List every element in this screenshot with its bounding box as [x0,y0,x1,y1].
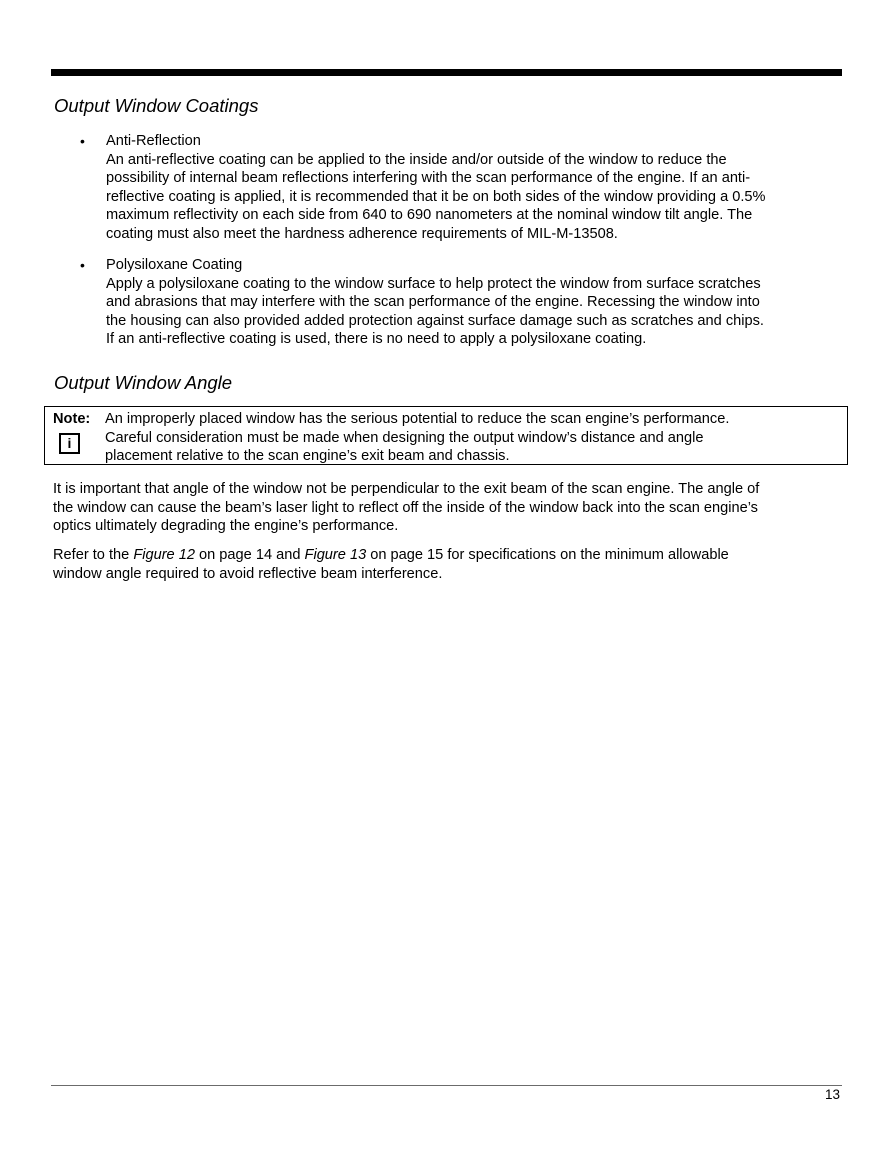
bullet-text-line: possibility of internal beam reflections interfering with the scan performance of the engine. If an anti- [106,170,751,186]
note-text-line: Careful consideration must be made when designing the output window’s distance and angle [105,429,704,446]
note-text-line: An improperly placed window has the serious potential to reduce the scan engine’s performance. [105,411,730,427]
bullet-text-line: An anti-reflective coating can be applied to the inside and/or outside of the window to reduce the [106,151,727,168]
paragraph-line: window angle required to avoid reflective beam interference. [53,565,443,582]
text-run: on page 15 for specifications on the minimum allowable [366,547,729,563]
figure-12-link: Figure 12 [133,547,195,563]
page-number: 13 [824,1087,840,1102]
bullet-icon: • [80,133,85,149]
paragraph-line: It is important that angle of the window not be perpendicular to the exit beam of the scan engine. The angle of [53,481,760,497]
bullet-text-line: reflective coating is applied, it is recommended that it be on both sides of the window providing a 0.5% [106,188,766,205]
note-box [44,406,848,465]
top-rule [51,69,842,76]
bullet-text-line: the housing can also provided added protection against surface damage such as scratches and chips. [106,312,764,329]
paragraph-line: optics ultimately degrading the engine’s performance. [53,518,399,534]
note-label: Note: [53,411,91,427]
bullet-text-line: If an anti-reflective coating is used, there is no need to apply a polysiloxane coating. [106,331,647,347]
bullet-text-line: and abrasions that may interfere with the scan performance of the engine. Recessing the window into [106,294,760,310]
section-heading-angle: Output Window Angle [54,372,233,393]
bullet-text-line: Apply a polysiloxane coating to the window surface to help protect the window from surface scratches [106,275,761,292]
bullet-text-line: maximum reflectivity on each side from 640 to 690 nanometers at the nominal window tilt angle. The [106,207,753,223]
bullet-icon: • [80,257,85,273]
section-heading-coatings: Output Window Coatings [54,95,259,116]
note-text-line: placement relative to the scan engine’s exit beam and chassis. [105,448,510,464]
bullet-text-line: coating must also meet the hardness adherence requirements of MIL-M-13508. [106,225,618,242]
text-run: Refer to the [53,547,134,563]
text-run: on page 14 and [194,547,305,563]
bullet-title: Anti-Reflection [106,133,201,149]
paragraph-line: the window can cause the beam’s laser light to reflect off the inside of the window back into the scan engine’s [53,499,758,516]
info-icon: i [59,433,80,454]
figure-13-link: Figure 13 [304,547,367,563]
bullet-title: Polysiloxane Coating [106,257,243,273]
footer-rule [51,1085,842,1086]
paragraph-line [53,546,729,565]
